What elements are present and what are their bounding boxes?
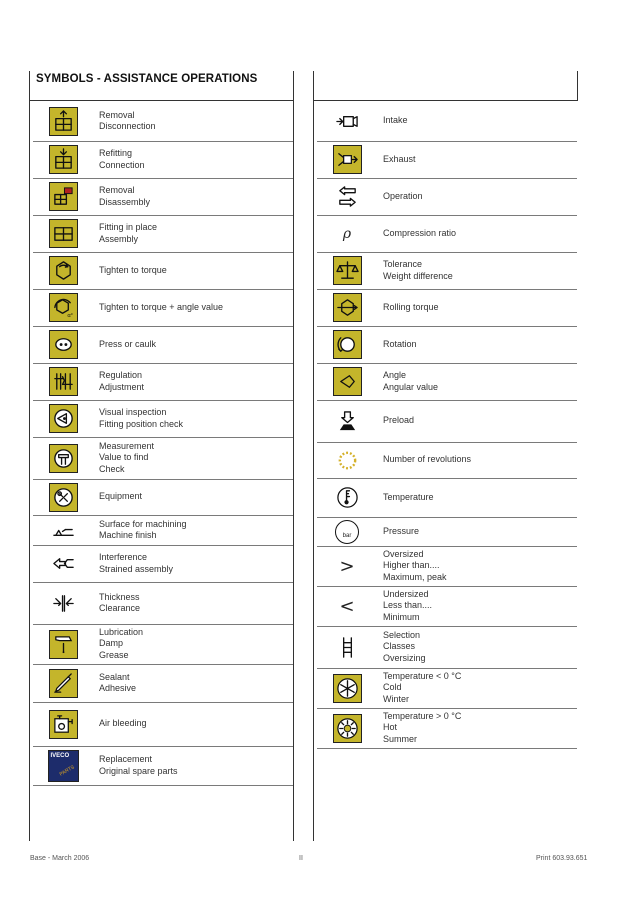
symbol-icon-cell	[317, 178, 377, 215]
symbol-row	[33, 289, 293, 327]
symbol-description-line: Fitting position check	[99, 418, 184, 429]
symbol-description	[93, 754, 178, 777]
symbol-description-line: Angular value	[383, 381, 439, 392]
revolutions-icon	[333, 446, 362, 475]
compression-ratio-icon	[333, 219, 362, 248]
symbol-row	[317, 215, 577, 253]
frame-top-left	[29, 71, 30, 841]
lubrication-icon	[49, 630, 78, 659]
preload-icon	[333, 407, 362, 436]
symbol-description-line: Temperature > 0 °C	[383, 710, 462, 721]
symbol-description	[93, 491, 142, 503]
symbol-description	[93, 185, 150, 208]
symbol-description-line: Value to find	[99, 452, 149, 463]
symbol-description	[93, 148, 145, 171]
symbol-description	[377, 259, 453, 282]
less-than-icon	[333, 592, 362, 621]
visual-inspection-icon	[49, 404, 78, 433]
symbol-description-line: Check	[99, 463, 125, 474]
symbol-description	[377, 454, 471, 466]
svg-text:α°: α°	[66, 313, 73, 319]
symbol-row	[33, 215, 293, 253]
symbol-description-line: Temperature < 0 °C	[383, 670, 462, 681]
symbol-description	[93, 519, 187, 542]
symbol-icon-cell	[317, 517, 377, 546]
greater-than-icon	[333, 552, 362, 581]
symbol-description	[93, 718, 147, 730]
symbol-description-line: Tolerance	[383, 259, 423, 269]
symbol-description-line: Temperature	[383, 491, 434, 502]
symbol-description	[377, 492, 434, 504]
footer-page-number: II	[299, 855, 303, 862]
symbol-row	[33, 326, 293, 364]
symbol-description	[377, 370, 438, 393]
sealant-icon	[49, 669, 78, 698]
symbol-description-line: Original spare parts	[99, 765, 178, 776]
symbol-row	[317, 326, 577, 364]
symbol-description	[377, 154, 416, 166]
symbol-glyph: <	[339, 595, 355, 617]
symbol-description-line: Undersized	[383, 588, 429, 599]
symbol-description	[377, 589, 432, 624]
symbol-description-line: Press or caulk	[99, 338, 157, 349]
symbol-description-line: Less than....	[383, 600, 433, 611]
symbol-row	[317, 546, 577, 587]
symbol-icon-cell	[33, 215, 93, 252]
symbol-row	[317, 708, 577, 749]
symbol-description-line: Assembly	[99, 233, 139, 244]
symbol-icon-cell	[317, 478, 377, 517]
air-bleeding-icon	[49, 710, 78, 739]
footer-print-code: Print 603.93.651	[536, 855, 588, 862]
symbol-icon-cell	[317, 586, 377, 626]
symbol-description	[93, 407, 183, 430]
symbol-description	[93, 672, 136, 695]
symbol-row	[317, 101, 577, 142]
symbol-icon-cell	[33, 326, 93, 363]
symbol-icon-cell	[33, 545, 93, 582]
symbol-description-line: Rolling torque	[383, 301, 439, 312]
symbol-description-line: Measurement	[99, 440, 155, 451]
symbol-description-line: Summer	[383, 733, 418, 744]
symbol-description-line: Replacement	[99, 754, 153, 764]
symbol-row	[317, 478, 577, 518]
symbol-icon-cell	[317, 363, 377, 400]
symbol-description-line: Disconnection	[99, 121, 156, 131]
symbol-icon-cell	[317, 141, 377, 178]
symbol-description-line: Machine finish	[99, 530, 157, 540]
symbol-icon-cell	[33, 141, 93, 178]
symbol-description-line: Regulation	[99, 370, 143, 380]
refitting-icon	[49, 145, 78, 174]
symbol-icon-cell	[33, 515, 93, 545]
symbol-description	[93, 552, 173, 575]
thickness-icon	[49, 589, 78, 618]
symbol-description	[377, 191, 423, 203]
iveco-parts-text: PARTS	[58, 763, 76, 778]
symbol-description-line: Grease	[99, 649, 129, 660]
symbol-description	[377, 302, 439, 314]
iveco-parts-icon	[48, 750, 79, 782]
symbol-description-line: Adhesive	[99, 683, 137, 693]
symbol-description-line: Number of revolutions	[383, 454, 472, 465]
symbol-icon-cell	[33, 289, 93, 326]
symbol-description-line: Sealant	[99, 671, 130, 682]
intake-icon	[333, 107, 362, 136]
symbol-glyph: bar	[342, 532, 352, 539]
regulation-icon	[49, 367, 78, 396]
interference-icon	[49, 549, 78, 578]
symbol-description-line: Oversized	[383, 548, 424, 559]
symbol-description-line: Connection	[99, 159, 145, 170]
symbol-description-line: Classes	[383, 641, 416, 652]
rolling-torque-icon	[333, 293, 362, 322]
symbol-icon-cell	[317, 668, 377, 708]
symbol-icon-cell	[317, 289, 377, 326]
assembly-icon	[49, 219, 78, 248]
symbol-row	[33, 746, 293, 786]
symbol-description-line: Tighten to torque + angle value	[99, 301, 224, 312]
symbol-description-line: Selection	[383, 629, 421, 640]
symbol-row	[317, 178, 577, 216]
press-icon	[49, 330, 78, 359]
symbol-description-line: Disassembly	[99, 196, 151, 207]
symbol-icon-cell	[317, 400, 377, 442]
symbol-row	[317, 252, 577, 290]
operation-icon	[333, 182, 362, 211]
symbol-description-line: Adjustment	[99, 381, 145, 392]
frame-top-right	[577, 71, 578, 101]
symbol-icon-cell	[33, 702, 93, 746]
symbol-row	[317, 400, 577, 443]
symbol-row	[33, 545, 293, 583]
symbol-description-line: Thickness	[99, 591, 140, 602]
symbol-row	[33, 515, 293, 546]
symbol-description	[377, 526, 419, 538]
exhaust-icon	[333, 145, 362, 174]
symbol-description-line: Lubrication	[99, 626, 144, 637]
symbol-icon-cell	[33, 178, 93, 215]
symbol-description-line: Interference	[99, 552, 148, 562]
symbol-icon-cell	[317, 215, 377, 252]
angle-icon	[333, 367, 362, 396]
symbol-description-line: Tighten to torque	[99, 264, 167, 275]
symbol-description	[93, 222, 157, 245]
symbol-row	[33, 178, 293, 216]
symbol-description-line: Cold	[383, 682, 402, 693]
measurement-icon	[49, 444, 78, 473]
symbol-description-line: Equipment	[99, 491, 143, 502]
symbol-row	[33, 400, 293, 438]
symbol-description-line: Compression ratio	[383, 227, 457, 238]
symbol-description	[377, 415, 414, 427]
symbol-description-line: Oversizing	[383, 652, 426, 663]
symbol-row	[33, 479, 293, 516]
symbol-icon-cell	[33, 582, 93, 624]
symbol-icon-cell	[33, 400, 93, 437]
symbol-row	[317, 668, 577, 709]
symbol-glyph: >	[339, 555, 355, 577]
frame-divider-left	[293, 71, 294, 841]
scale-icon	[333, 256, 362, 285]
symbol-description-line: Angle	[383, 370, 407, 380]
footer-edition: Base - March 2006	[30, 855, 90, 862]
symbol-description-line: Winter	[383, 693, 410, 704]
symbol-description-line: Fitting in place	[99, 222, 158, 232]
disassembly-icon	[49, 182, 78, 211]
symbol-row	[33, 582, 293, 625]
symbol-description-line: Strained assembly	[99, 563, 174, 574]
symbol-description-line: Exhaust	[383, 153, 416, 164]
symbol-description	[377, 671, 461, 706]
pressure-gauge-icon	[335, 520, 359, 544]
symbol-description-line: Removal	[99, 185, 135, 195]
symbol-description-line: Intake	[383, 115, 408, 126]
symbol-description-line: Preload	[383, 415, 415, 426]
symbol-icon-cell	[33, 624, 93, 664]
thermometer-icon	[333, 483, 362, 512]
removal-icon	[49, 107, 78, 136]
symbol-row	[317, 289, 577, 327]
symbol-row	[317, 626, 577, 669]
symbol-description	[93, 339, 156, 351]
symbol-description	[377, 228, 456, 240]
symbol-row	[33, 363, 293, 401]
symbol-description-line: Refitting	[99, 148, 133, 158]
symbol-icon-cell	[33, 437, 93, 479]
symbol-icon-cell	[317, 101, 377, 141]
equipment-icon	[49, 483, 78, 512]
symbol-description-line: Visual inspection	[99, 407, 167, 417]
symbol-description-line: Air bleeding	[99, 718, 147, 729]
symbol-icon-cell	[317, 326, 377, 363]
symbol-row	[317, 442, 577, 479]
symbol-description-line: Higher than....	[383, 560, 440, 571]
symbol-description	[93, 441, 154, 476]
symbol-row	[33, 141, 293, 179]
symbol-row	[317, 141, 577, 179]
symbol-description-line: Removal	[99, 109, 135, 120]
symbol-description-line: Weight difference	[383, 270, 453, 281]
symbol-row	[33, 252, 293, 290]
symbol-description-line: Operation	[383, 190, 423, 201]
cold-icon	[333, 674, 362, 703]
symbol-description	[377, 549, 447, 584]
symbol-row	[317, 586, 577, 627]
symbol-icon-cell	[317, 626, 377, 668]
symbol-description	[377, 711, 461, 746]
torque-icon	[49, 256, 78, 285]
symbol-description	[377, 630, 426, 665]
symbol-description	[93, 627, 143, 662]
symbol-description-line: Damp	[99, 638, 124, 649]
symbol-icon-cell	[33, 746, 93, 785]
symbol-row	[33, 624, 293, 665]
symbol-description	[93, 265, 167, 277]
symbol-description	[93, 110, 156, 133]
symbol-row	[33, 664, 293, 703]
torque-angle-icon	[49, 293, 78, 322]
symbol-icon-cell	[33, 479, 93, 515]
symbol-icon-cell	[33, 252, 93, 289]
selection-icon	[333, 633, 362, 662]
symbol-icon-cell	[317, 708, 377, 748]
symbol-icon-cell	[33, 101, 93, 141]
symbol-description-line: Surface for machining	[99, 518, 187, 529]
symbol-row	[33, 101, 293, 142]
symbol-description	[93, 592, 140, 615]
symbol-description-line: Pressure	[383, 525, 420, 536]
symbol-description-line: Maximum, peak	[383, 571, 447, 582]
symbol-description	[377, 115, 408, 127]
symbol-description-line: Rotation	[383, 338, 417, 349]
symbol-row	[33, 702, 293, 747]
symbol-icon-cell	[317, 252, 377, 289]
symbol-glyph: ρ	[342, 225, 352, 242]
symbol-icon-cell	[317, 442, 377, 478]
machining-surface-icon	[49, 516, 78, 545]
rotation-icon	[333, 330, 362, 359]
symbol-row	[317, 363, 577, 401]
symbol-row	[33, 437, 293, 480]
iveco-brand-text: IVECO	[50, 752, 70, 759]
hot-icon	[333, 714, 362, 743]
symbol-description	[377, 339, 417, 351]
symbol-description	[93, 302, 223, 314]
symbol-description-line: Clearance	[99, 603, 141, 613]
symbol-description	[93, 370, 144, 393]
symbol-icon-cell	[33, 363, 93, 400]
symbol-icon-cell	[33, 664, 93, 702]
symbol-icon-cell	[317, 546, 377, 586]
symbol-description-line: Minimum	[383, 611, 420, 622]
symbol-row	[317, 517, 577, 547]
frame-divider-right	[313, 71, 314, 841]
symbol-description-line: Hot	[383, 722, 398, 733]
page-title: SYMBOLS - ASSISTANCE OPERATIONS	[36, 73, 258, 85]
